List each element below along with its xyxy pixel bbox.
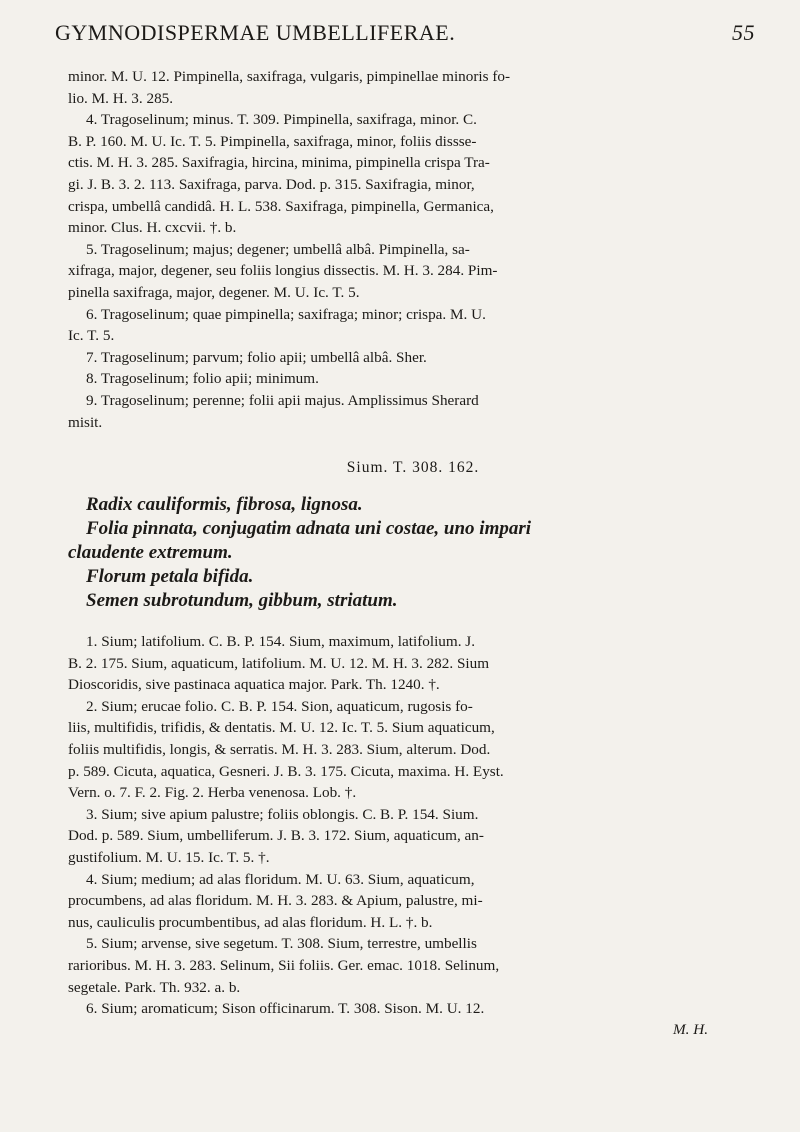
text-line: 7. Tragoselinum; parvum; folio apii; umbellâ albâ. Sher. xyxy=(86,348,427,366)
text-line: 6. Sium; aromaticum; Sison officinarum. T. 308. Sison. M. U. 12. xyxy=(86,1000,485,1018)
genus-description: claudente extremum. xyxy=(68,542,233,564)
genus-description: Radix cauliformis, fibrosa, lignosa. xyxy=(86,494,363,516)
text-line: 3. Sium; sive apium palustre; foliis oblongis. C. B. P. 154. Sium. xyxy=(86,805,479,823)
spacer xyxy=(68,479,758,493)
page-body xyxy=(68,66,758,1040)
text-line: minor. Clus. H. cxcvii. †. b. xyxy=(68,219,237,237)
text-line: 5. Sium; arvense, sive segetum. T. 308. Sium, terrestre, umbellis xyxy=(86,935,477,953)
text-line: gustifolium. M. U. 15. Ic. T. 5. †. xyxy=(68,849,270,867)
text-line: minor. M. U. 12. Pimpinella, saxifraga, vulgaris, pimpinellae minoris fo- xyxy=(68,68,511,85)
text-line: Vern. o. 7. F. 2. Fig. 2. Herba venenosa. Lob. †. xyxy=(68,784,357,802)
text-line: 6. Tragoselinum; quae pimpinella; saxifraga; minor; crispa. M. U. xyxy=(86,305,486,323)
genus-description: Florum petala bifida. xyxy=(86,566,254,588)
text-line: misit. xyxy=(68,413,103,431)
text-line: 9. Tragoselinum; perenne; folii apii majus. Amplissimus Sherard xyxy=(86,391,479,409)
text-line: lio. M. H. 3. 285. xyxy=(68,89,174,107)
text-line: 4. Tragoselinum; minus. T. 309. Pimpinella, saxifraga, minor. C. xyxy=(86,111,477,129)
running-header xyxy=(55,20,755,46)
catchword: M. H. xyxy=(672,1020,708,1038)
text-line: pinella saxifraga, major, degener. M. U. Ic. T. 5. xyxy=(68,283,360,301)
text-line: rarioribus. M. H. 3. 283. Selinum, Sii foliis. Ger. emac. 1018. Selinum, xyxy=(68,957,500,974)
text-line: 8. Tragoselinum; folio apii; minimum. xyxy=(86,370,319,388)
text-line: 2. Sium; erucae folio. C. B. P. 154. Sion, aquaticum, rugosis fo- xyxy=(86,697,473,715)
text-line: xifraga, major, degener, seu foliis longius dissectis. M. H. 3. 284. Pim- xyxy=(68,262,498,280)
genus-description: Folia pinnata, conjugatim adnata uni costae, uno impari xyxy=(86,518,532,540)
running-title: GYMNODISPERMAE UMBELLIFERAE. xyxy=(55,20,456,45)
text-line: segetale. Park. Th. 932. a. b. xyxy=(68,978,241,996)
text-line: 1. Sium; latifolium. C. B. P. 154. Sium, maximum, latifolium. J. xyxy=(86,633,475,651)
spacer xyxy=(68,433,758,457)
text-line: Dioscoridis, sive pastinaca aquatica major. Park. Th. 1240. †. xyxy=(68,676,440,694)
text-line: gi. J. B. 3. 2. 113. Saxifraga, parva. Dod. p. 315. Saxifragia, minor, xyxy=(68,175,475,193)
genus-description: Semen subrotundum, gibbum, striatum. xyxy=(86,590,398,612)
text-line: Ic. T. 5. xyxy=(68,327,115,345)
text-line: ctis. M. H. 3. 285. Saxifragia, hircina, minima, pimpinella crispa Tra- xyxy=(68,154,490,172)
text-line: liis, multifidis, trifidis, & dentatis. M. U. 12. Ic. T. 5. Sium aquaticum, xyxy=(68,719,495,737)
spacer xyxy=(68,613,758,631)
text-line: foliis multifidis, longis, & serratis. M. H. 3. 283. Sium, alterum. Dod. xyxy=(68,741,491,759)
text-line: 5. Tragoselinum; majus; degener; umbellâ albâ. Pimpinella, sa- xyxy=(86,240,470,258)
text-line: nus, cauliculis procumbentibus, ad alas floridum. H. L. †. b. xyxy=(68,913,433,931)
text-line: B. 2. 175. Sium, aquaticum, latifolium. M. U. 12. M. H. 3. 282. Sium xyxy=(68,654,490,672)
text-line: B. P. 160. M. U. Ic. T. 5. Pimpinella, saxifraga, minor, foliis dissse- xyxy=(68,132,477,150)
text-line: crispa, umbellâ candidâ. H. L. 538. Saxifraga, pimpinella, Germanica, xyxy=(68,197,494,215)
text-line: procumbens, ad alas floridum. M. H. 3. 283. & Apium, palustre, mi- xyxy=(68,892,483,910)
text-line: Dod. p. 589. Sium, umbelliferum. J. B. 3. 172. Sium, aquaticum, an- xyxy=(68,827,484,845)
text-line: p. 589. Cicuta, aquatica, Gesneri. J. B. 3. 175. Cicuta, maxima. H. Eyst. xyxy=(68,762,504,780)
page-number: 55 xyxy=(732,20,755,45)
text-line: 4. Sium; medium; ad alas floridum. M. U. 63. Sium, aquaticum, xyxy=(86,870,475,888)
section-heading: Sium. T. 308. 162. xyxy=(346,459,480,477)
